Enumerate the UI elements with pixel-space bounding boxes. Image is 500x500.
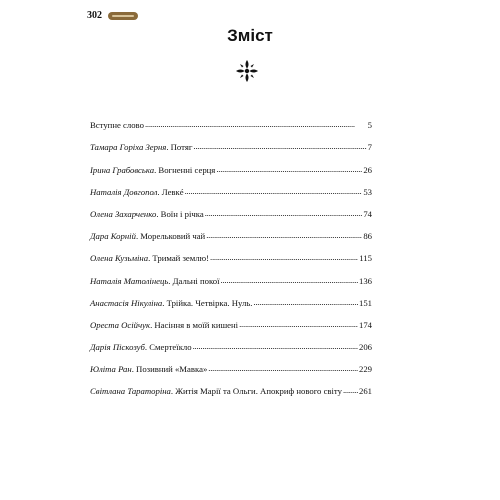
toc-author: Світлана Тараторіна [90,386,171,397]
page-number: 302 [87,10,102,21]
toc-title: Левкé [161,186,184,197]
toc-author: Олена Кузьміна [90,253,149,264]
toc-page-number: 115 [359,253,372,264]
toc-entry [90,264,372,286]
toc-page-number: 151 [358,297,372,308]
toc-separator: . [157,186,162,197]
toc-page-number: 174 [358,319,372,330]
toc-title: Потяг [170,142,193,153]
toc-title: Воїн і річка [160,208,204,219]
toc-entry [90,242,372,264]
toc-dot-leader [145,119,367,130]
toc-separator: . [154,164,159,175]
toc-separator: . [170,386,176,397]
toc-dot-leader [221,275,358,286]
toc-separator: . [168,275,173,286]
toc-entry [90,131,372,153]
toc-page-number: 136 [358,275,372,286]
toc-entry [90,309,372,331]
toc-dot-leader [239,319,358,330]
running-header [87,10,138,21]
toc-title: Вступне слово [90,120,144,131]
toc-dot-leader [216,164,362,175]
toc-separator: . [148,253,153,264]
toc-dot-leader [193,141,366,152]
toc-page-number: 7 [367,142,372,153]
toc-dot-leader [206,230,362,241]
toc-page-number: 74 [363,208,372,219]
toc-dot-leader [208,363,358,374]
toc-page-number: 206 [358,342,372,353]
toc-dot-leader [185,186,363,197]
table-of-contents [90,109,372,397]
toc-separator: . [150,319,155,330]
toc-author: Олена Захарченко [90,208,157,219]
toc-author: Дарія Піскозуб [90,342,145,353]
toc-dot-leader [205,208,363,219]
toc-title: Вогненні серця [158,164,216,175]
toc-dot-leader [193,341,358,352]
toc-title: Житія Марії та Ольги. Апокриф нового світу [175,386,342,397]
toc-dot-leader [210,252,358,263]
toc-page-number: 86 [363,231,372,242]
toc-entry [90,331,372,353]
toc-title: Тримай землю! [152,253,209,264]
toc-author: Наталія Довгопол [90,186,158,197]
toc-title: Трійка. Четвірка. Нуль. [166,297,253,308]
toc-entry [90,153,372,175]
toc-separator: . [156,208,161,219]
toc-page-number: 229 [358,364,372,375]
toc-title: Насіння в моїй кишені [154,319,239,330]
toc-author: Юліта Ран [90,364,132,375]
page-title: Зміст [227,26,273,45]
toc-page-number: 5 [367,120,372,131]
toc-entry [90,375,372,397]
toc-entry [90,353,372,375]
toc-author: Дара Корній [90,231,136,242]
toc-page-number: 53 [363,186,372,197]
toc-author: Наталія Матолінець [90,275,169,286]
toc-separator: . [166,142,171,153]
toc-title: Дальні покої [172,275,220,286]
toc-entry [90,220,372,242]
toc-title: Смертеїкло [149,342,192,353]
ornament-icon [236,60,258,82]
toc-entry [90,287,372,309]
toc-author: Ірина Грабовська [90,164,155,175]
toc-author: Ореста Осійчук [90,319,151,330]
toc-page-number: 261 [358,386,372,397]
toc-separator: . [144,342,150,353]
toc-dot-leader [253,297,358,308]
toc-page-number: 26 [363,164,372,175]
series-logo-icon [108,12,138,20]
toc-dot-leader [343,385,358,396]
toc-title: Морельковий чай [140,231,206,242]
toc-entry [90,176,372,198]
toc-separator: . [131,364,137,375]
toc-author: Тамара Горіха Зерня [90,142,167,153]
toc-entry [90,198,372,220]
toc-entry [90,109,372,131]
toc-title: Позивний «Мавка» [136,364,208,375]
toc-separator: . [135,231,141,242]
toc-author: Анастасія Нікуліна [90,297,163,308]
toc-separator: . [162,297,167,308]
